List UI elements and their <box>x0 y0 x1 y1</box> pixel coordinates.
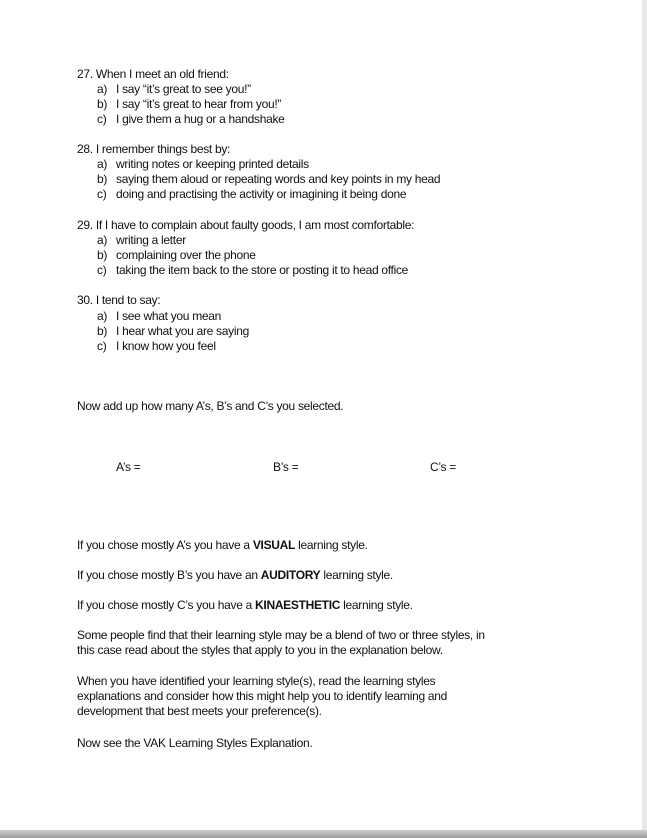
question-29: 29. If I have to complain about faulty goods, I am most comfortable: <box>77 218 415 232</box>
result-kinaesthetic <box>77 598 413 613</box>
result-post: learning style. <box>320 568 393 582</box>
option-text: I give them a hug or a handshake <box>116 112 285 126</box>
result-style: VISUAL <box>252 538 296 552</box>
option-letter: b) <box>97 324 108 338</box>
option-letter: a) <box>97 309 108 323</box>
option-letter: a) <box>97 82 108 96</box>
result-style: AUDITORY <box>260 568 321 582</box>
option-text: I hear what you are saying <box>116 324 249 338</box>
add-up-instruction: Now add up how many A’s, B’s and C’s you selected. <box>77 399 344 413</box>
result-visual <box>77 538 368 553</box>
option-letter: c) <box>97 339 107 353</box>
option-text: I see what you mean <box>116 309 222 323</box>
option-text: saying them aloud or repeating words and key points in my head <box>116 172 441 186</box>
option-letter: c) <box>97 112 107 126</box>
option-letter: b) <box>97 97 108 111</box>
option-letter: c) <box>97 263 107 277</box>
option-text: writing notes or keeping printed details <box>116 157 309 171</box>
option-text: doing and practising the activity or imagining it being done <box>116 187 407 201</box>
c-total-label: C’s = <box>430 460 456 474</box>
a-total-label: A’s = <box>116 460 141 474</box>
bottom-scroll-edge <box>0 830 647 838</box>
result-style: KINAESTHETIC <box>255 598 341 612</box>
option-text: taking the item back to the store or posting it to head office <box>116 263 409 277</box>
option-letter: a) <box>97 157 108 171</box>
option-text: I know how you feel <box>116 339 216 353</box>
result-pre: If you chose mostly B’s you have an <box>77 568 261 582</box>
result-pre: If you chose mostly A’s you have a <box>77 538 253 552</box>
option-letter: b) <box>97 172 108 186</box>
option-text: I say “it’s great to hear from you!” <box>116 97 282 111</box>
question-28: 28. I remember things best by: <box>77 142 231 156</box>
option-text: I say “it’s great to see you!” <box>116 82 251 96</box>
question-30: 30. I tend to say: <box>77 293 161 307</box>
option-letter: c) <box>97 187 107 201</box>
see-explanation-text: Now see the VAK Learning Styles Explanation. <box>77 736 313 750</box>
option-text: writing a letter <box>116 233 186 247</box>
result-auditory <box>77 568 393 583</box>
question-27: 27. When I meet an old friend: <box>77 67 229 81</box>
result-post: learning style. <box>340 598 413 612</box>
option-text: complaining over the phone <box>116 248 256 262</box>
page-edge <box>642 0 647 830</box>
result-post: learning style. <box>295 538 368 552</box>
b-total-label: B’s = <box>273 460 299 474</box>
result-pre: If you chose mostly C’s you have a <box>77 598 256 612</box>
option-letter: a) <box>97 233 108 247</box>
option-letter: b) <box>97 248 108 262</box>
blend-paragraph: Some people find that their learning style may be a blend of two or three styles, in this case read about the styles that apply to you in the explanation below. <box>77 628 485 657</box>
identified-paragraph: When you have identified your learning style(s), read the learning styles explanations and consider how this might help you to identify learning and development that best meets your preference(s). <box>77 674 448 718</box>
